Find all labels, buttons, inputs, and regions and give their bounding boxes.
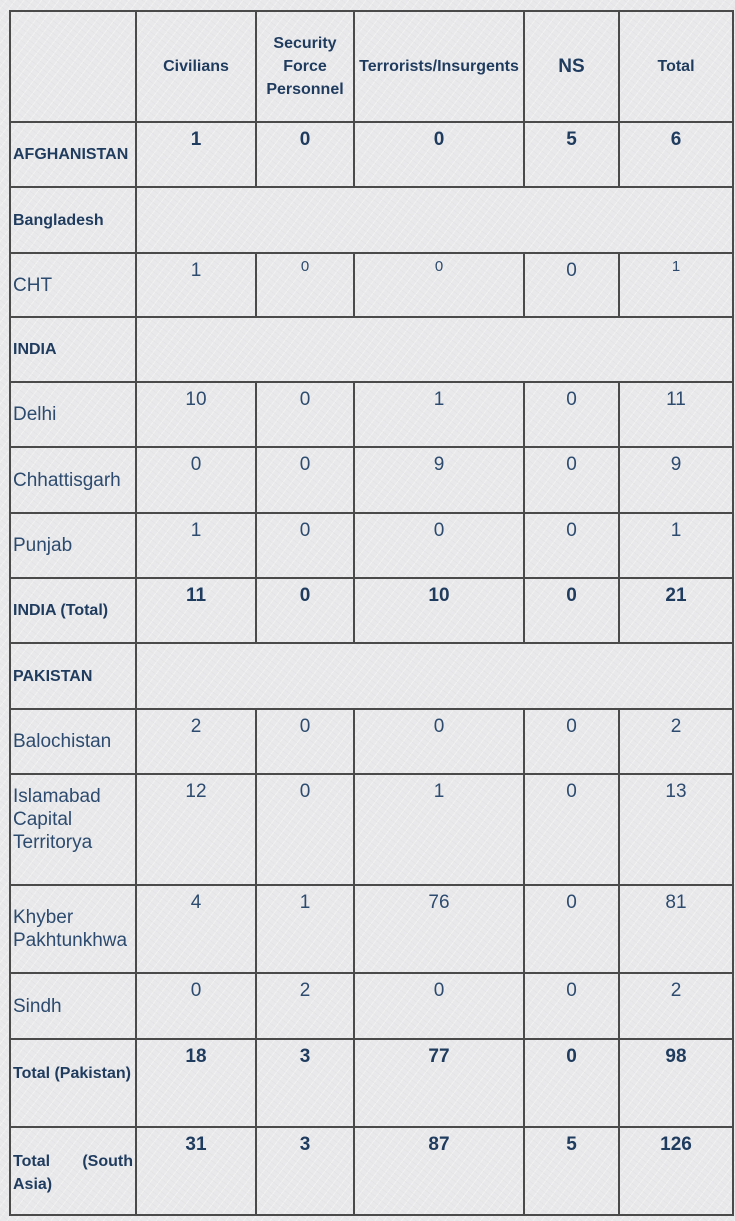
fatalities-table bbox=[9, 10, 734, 1216]
cell-civilians: 12 bbox=[136, 774, 256, 885]
cell-civilians: 18 bbox=[136, 1039, 256, 1127]
cell-civilians: 1 bbox=[136, 253, 256, 317]
cell-security: 0 bbox=[256, 382, 354, 447]
cell-terrorists: 0 bbox=[354, 122, 524, 187]
cell-total: 13 bbox=[619, 774, 733, 885]
cell-ns: 0 bbox=[524, 1039, 619, 1127]
cell-total: 11 bbox=[619, 382, 733, 447]
cell-terrorists: 10 bbox=[354, 578, 524, 643]
cell-civilians: 10 bbox=[136, 382, 256, 447]
table-row bbox=[10, 774, 733, 885]
section-row bbox=[10, 187, 733, 253]
cell-security: 0 bbox=[256, 253, 354, 317]
cell-ns: 0 bbox=[524, 774, 619, 885]
table-row bbox=[10, 253, 733, 317]
cell-civilians: 4 bbox=[136, 885, 256, 973]
header-terrorists: Terrorists/Insurgents bbox=[354, 11, 524, 122]
row-label bbox=[10, 1127, 136, 1215]
row-label: Punjab bbox=[10, 513, 136, 578]
table-row bbox=[10, 973, 733, 1039]
cell-civilians: 11 bbox=[136, 578, 256, 643]
cell-civilians: 0 bbox=[136, 447, 256, 513]
cell-ns: 0 bbox=[524, 513, 619, 578]
row-label-line bbox=[13, 1150, 135, 1173]
table-row bbox=[10, 709, 733, 774]
cell-ns: 0 bbox=[524, 253, 619, 317]
section-label: INDIA bbox=[10, 317, 136, 382]
cell-ns: 0 bbox=[524, 382, 619, 447]
cell-ns: 0 bbox=[524, 709, 619, 774]
section-row bbox=[10, 317, 733, 382]
cell-total: 2 bbox=[619, 709, 733, 774]
section-label: Bangladesh bbox=[10, 187, 136, 253]
row-label: Total (Pakistan) bbox=[10, 1039, 136, 1127]
row-label-part: Total bbox=[13, 1153, 51, 1170]
cell-terrorists: 9 bbox=[354, 447, 524, 513]
cell-terrorists: 0 bbox=[354, 513, 524, 578]
row-label-part: Asia) bbox=[13, 1176, 53, 1193]
cell-security: 1 bbox=[256, 885, 354, 973]
cell-terrorists: 0 bbox=[354, 253, 524, 317]
header-ns: NS bbox=[524, 11, 619, 122]
cell-total: 1 bbox=[619, 513, 733, 578]
table-row bbox=[10, 122, 733, 187]
header-security-force: Security Force Personnel bbox=[256, 11, 354, 122]
section-span bbox=[136, 643, 733, 709]
cell-total: 2 bbox=[619, 973, 733, 1039]
section-span bbox=[136, 317, 733, 382]
cell-security: 0 bbox=[256, 774, 354, 885]
cell-ns: 5 bbox=[524, 1127, 619, 1215]
cell-total: 98 bbox=[619, 1039, 733, 1127]
row-label: CHT bbox=[10, 253, 136, 317]
row-label: Delhi bbox=[10, 382, 136, 447]
cell-total: 21 bbox=[619, 578, 733, 643]
header-blank bbox=[10, 11, 136, 122]
cell-total: 6 bbox=[619, 122, 733, 187]
table-row bbox=[10, 447, 733, 513]
cell-ns: 5 bbox=[524, 122, 619, 187]
cell-security: 0 bbox=[256, 709, 354, 774]
table-row bbox=[10, 1039, 733, 1127]
cell-civilians: 1 bbox=[136, 513, 256, 578]
table-row bbox=[10, 1127, 733, 1215]
header-row bbox=[10, 11, 733, 122]
cell-civilians: 2 bbox=[136, 709, 256, 774]
cell-ns: 0 bbox=[524, 447, 619, 513]
cell-civilians: 1 bbox=[136, 122, 256, 187]
cell-ns: 0 bbox=[524, 578, 619, 643]
header-total: Total bbox=[619, 11, 733, 122]
row-label: AFGHANISTAN bbox=[10, 122, 136, 187]
cell-terrorists: 0 bbox=[354, 709, 524, 774]
cell-security: 0 bbox=[256, 447, 354, 513]
section-label: PAKISTAN bbox=[10, 643, 136, 709]
cell-total: 1 bbox=[619, 253, 733, 317]
cell-ns: 0 bbox=[524, 885, 619, 973]
table-row bbox=[10, 578, 733, 643]
table-row bbox=[10, 513, 733, 578]
cell-total: 9 bbox=[619, 447, 733, 513]
cell-terrorists: 1 bbox=[354, 382, 524, 447]
cell-total: 126 bbox=[619, 1127, 733, 1215]
cell-terrorists: 76 bbox=[354, 885, 524, 973]
cell-security: 3 bbox=[256, 1039, 354, 1127]
cell-civilians: 31 bbox=[136, 1127, 256, 1215]
cell-security: 2 bbox=[256, 973, 354, 1039]
cell-civilians: 0 bbox=[136, 973, 256, 1039]
row-label: Khyber Pakhtunkhwa bbox=[10, 885, 136, 973]
cell-security: 3 bbox=[256, 1127, 354, 1215]
header-civilians: Civilians bbox=[136, 11, 256, 122]
section-row bbox=[10, 643, 733, 709]
table-row bbox=[10, 885, 733, 973]
row-label-part: (South bbox=[82, 1153, 133, 1170]
row-label: Balochistan bbox=[10, 709, 136, 774]
cell-terrorists: 0 bbox=[354, 973, 524, 1039]
cell-terrorists: 1 bbox=[354, 774, 524, 885]
cell-ns: 0 bbox=[524, 973, 619, 1039]
cell-terrorists: 77 bbox=[354, 1039, 524, 1127]
row-label: INDIA (Total) bbox=[10, 578, 136, 643]
row-label: Islamabad Capital Territorya bbox=[10, 774, 136, 885]
section-span bbox=[136, 187, 733, 253]
cell-security: 0 bbox=[256, 513, 354, 578]
cell-security: 0 bbox=[256, 578, 354, 643]
cell-terrorists: 87 bbox=[354, 1127, 524, 1215]
cell-security: 0 bbox=[256, 122, 354, 187]
table-row bbox=[10, 382, 733, 447]
cell-total: 81 bbox=[619, 885, 733, 973]
row-label: Sindh bbox=[10, 973, 136, 1039]
row-label: Chhattisgarh bbox=[10, 447, 136, 513]
